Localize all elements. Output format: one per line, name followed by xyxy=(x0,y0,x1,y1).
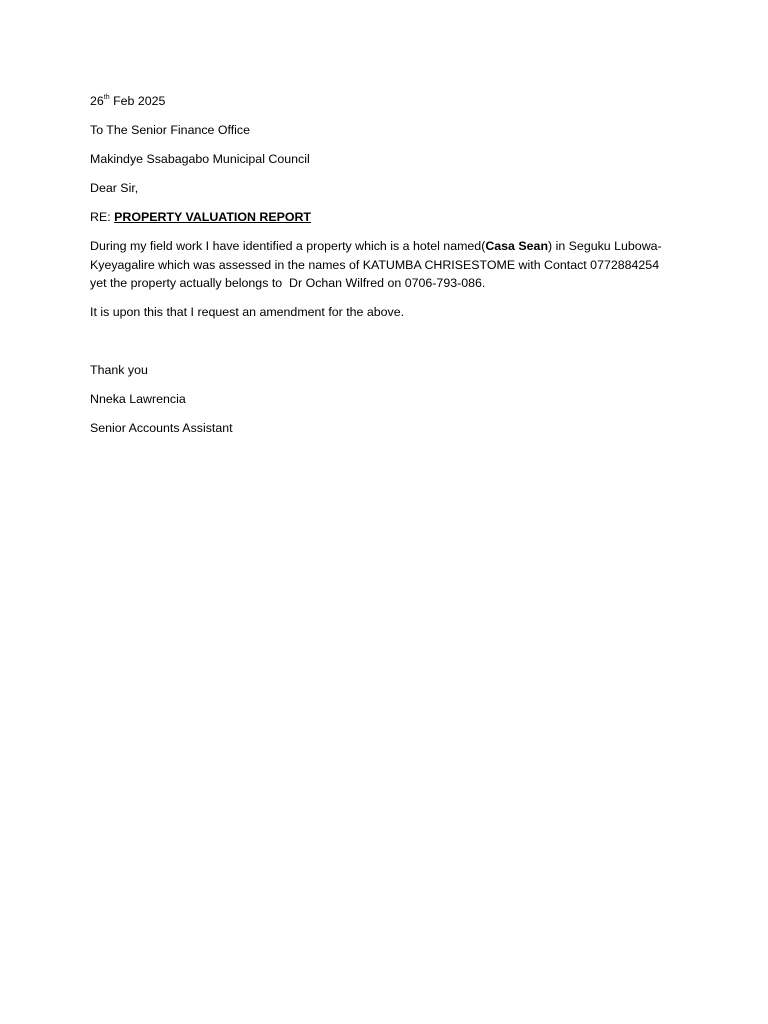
salutation: Dear Sir, xyxy=(90,181,139,195)
body-paragraph-1 xyxy=(90,237,678,293)
body1-part2: ) in Seguku Lubowa-Kyeyagalire which was assessed in the names of KATUMBA CHRISESTOME with Contact 0772884254 yet the property actually belongs to Dr Ochan Wilfred on 0706-793-086. xyxy=(90,239,663,290)
signer-title: Senior Accounts Assistant xyxy=(90,421,233,435)
hotel-name: Casa Sean xyxy=(485,239,549,253)
date-rest: Feb 2025 xyxy=(109,94,166,108)
closing: Thank you xyxy=(90,363,148,377)
recipient-line-1: To The Senior Finance Office xyxy=(90,123,251,137)
subject-line xyxy=(90,208,690,227)
blank-line xyxy=(90,332,690,351)
letter-body xyxy=(90,92,690,448)
body-paragraph-2: It is upon this that I request an amendment for the above. xyxy=(90,305,405,319)
signer-name: Nneka Lawrencia xyxy=(90,392,186,406)
subject-title: PROPERTY VALUATION REPORT xyxy=(114,210,311,224)
subject-prefix: RE: xyxy=(90,210,115,224)
date-day: 26 xyxy=(90,94,104,108)
recipient-line-2: Makindye Ssabagabo Municipal Council xyxy=(90,152,310,166)
body1-part1: During my field work I have identified a property which is a hotel named( xyxy=(90,239,486,253)
date-suffix: th xyxy=(103,93,110,101)
letter-date xyxy=(90,92,690,111)
